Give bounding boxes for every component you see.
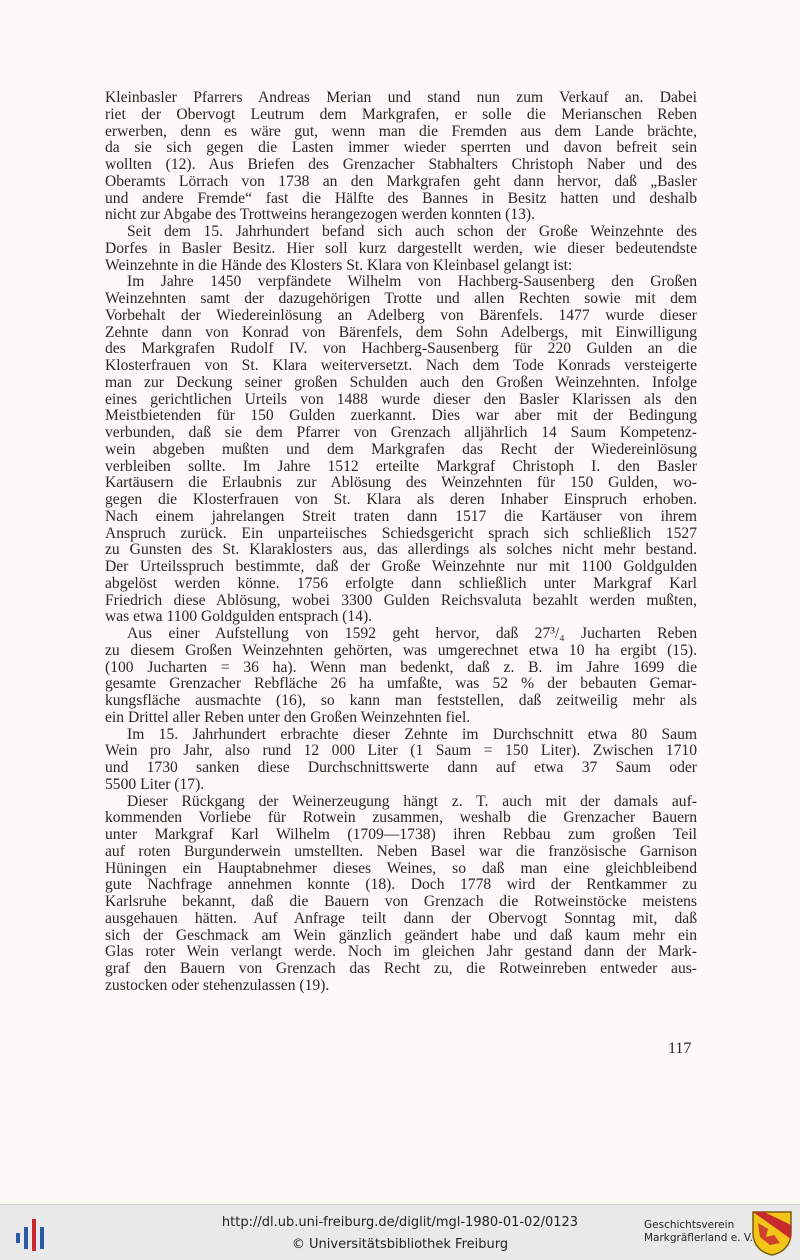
text-line: man zur Deckung seiner großen Schulden auch den Großen Weinzehnten. Infolge	[105, 374, 697, 391]
text-line: verbunden, daß sie dem Pfarrer von Grenzach alljährlich 14 Saum Kompetenz-	[105, 425, 697, 441]
footer-url-link[interactable]: http://dl.ub.uni-freiburg.de/diglit/mgl-1980-01-02/0123	[221, 1215, 579, 1230]
page-number: 117	[668, 1040, 692, 1057]
text-line: Dorfes in Basler Besitz. Hier soll kurz dargestellt werden, wie dieser bedeutendste	[105, 240, 697, 257]
text-line: Zehnte dann von Konrad von Bärenfels, dem Sohn Adelbergs, mit Einwilligung	[105, 324, 697, 341]
text-line: gegen die Klosterfrauen von St. Klara als deren Inhaber Einspruch erhoben.	[105, 492, 697, 508]
text-line: Friedrich diese Ablösung, wobei 3300 Gulden Reichsvaluta bezahlt werden mußten,	[105, 592, 697, 609]
society-crest-icon[interactable]	[750, 1209, 794, 1257]
text-line: Karlsruhe bekannt, daß die Bauern von Grenzach die Rotweinstöcke meistens	[105, 894, 697, 910]
text-line: des Markgrafen Rudolf IV. von Hachberg-Sausenberg für 220 Gulden an die	[105, 341, 697, 358]
text-line: 5500 Liter (17).	[105, 776, 205, 793]
text-line: Seit dem 15. Jahrhundert befand sich auch schon der Große Weinzehnte des	[127, 224, 697, 240]
text-line: kungsfläche ausmachte (16), so kann man feststellen, daß zeitweilig mehr als	[105, 693, 697, 709]
text-line: unter Markgraf Karl Wilhelm (1709—1738) ihren Rebbau zum großen Teil	[105, 827, 697, 843]
text-line: eines gerichtlichen Urteils von 1488 wurde dieser den Basler Klarissen als den	[105, 391, 697, 408]
text-line: ein Drittel aller Reben unter den Großen Weinzehnten fiel.	[105, 709, 471, 726]
text-line: und andere Fremde“ fast die Hälfte des Bannes in Besitz hatten und deshalb	[105, 190, 697, 207]
text-line: erwerben, denn es wäre gut, wenn man die Fremden aus dem Lande brächte,	[105, 123, 697, 140]
text-line: Nach einem jahrelangen Streit traten dann 1517 die Kartäuser von ihrem	[105, 508, 697, 525]
text-line: Der Urteilsspruch bestimmte, daß der Große Weinzehnte nur mit 1100 Goldgulden	[105, 559, 697, 575]
text-line: Kleinbasler Pfarrers Andreas Merian und stand nun zum Verkauf an. Dabei	[105, 90, 697, 106]
text-line: wein abgeben mußten und dem Markgrafen das Recht der Wiedereinlösung	[105, 441, 697, 458]
text-line: Oberamts Lörrach von 1738 an den Markgrafen geht dann hervor, daß „Basler	[105, 173, 697, 190]
text-line: da sie sich gegen die Lasten immer wieder sperrten und davon befreit sein	[105, 140, 697, 157]
text-line: nicht zur Abgabe des Trottweins herangezogen werden konnten (13).	[105, 207, 536, 224]
text-line: abgelöst werden könne. 1756 erfolgte dann schließlich unter Markgraf Karl	[105, 575, 697, 592]
text-line: Meistbietenden für 150 Gulden zuerkannt. Dies war aber mit der Bedingung	[105, 408, 697, 425]
text-line: Im 15. Jahrhundert erbrachte dieser Zehnte im Durchschnitt etwa 80 Saum	[127, 726, 697, 743]
text-line: Weinzehnte in die Hände des Klosters St. Klara von Kleinbasel gelangt ist:	[105, 257, 573, 274]
text-line: Im Jahre 1450 verpfändete Wilhelm von Hachberg-Sausenberg den Großen	[127, 274, 697, 291]
text-line: zustocken oder stehenzulassen (19).	[105, 977, 330, 994]
text-line: graf den Bauern von Grenzach das Recht zu, die Rotweinreben entweder aus-	[105, 961, 697, 977]
text-line: Glas roter Wein verlangt werde. Noch im gleichen Jahr gestand dann der Mark-	[105, 944, 697, 961]
text-line: Dieser Rückgang der Weinerzeugung hängt z. T. auch mit der damals auf-	[127, 793, 697, 810]
text-line: was etwa 1100 Goldgulden entsprach (14).	[105, 609, 373, 626]
text-line: riet der Obervogt Leutrum dem Markgrafen, er solle die Merianschen Reben	[105, 106, 697, 123]
text-line: gute Nachfrage annehmen konnte (18). Doch 1778 wird der Rentkammer zu	[105, 877, 697, 894]
text-line: Kartäusern die Erlaubnis zur Ablösung des Weinzehnten für 150 Gulden, wo-	[105, 475, 697, 492]
society-name-line1: Geschichtsverein	[644, 1219, 735, 1231]
text-line: gesamte Grenzacher Rebfläche 26 ha umfaßte, was 52 % der bebauten Gemar-	[105, 676, 697, 693]
text-line: Klosterfrauen von St. Klara weiterversetzt. Nach dem Tode Konrads versteigerte	[105, 358, 697, 374]
text-line: Aus einer Aufstellung von 1592 geht hervor, daß 27³/₄ Jucharten Reben	[127, 626, 697, 642]
society-name	[644, 1219, 753, 1245]
text-line: ausgehauen hätten. Auf Anfrage teilt dann der Obervogt Sonntag mit, daß	[105, 910, 697, 927]
text-line: Weinzehnten samt der dazugehörigen Trotte und allen Rechten sowie mit dem	[105, 291, 697, 307]
text-line: kommenden Vorliebe für Rotwein zusammen, weshalb die Grenzacher Bauern	[105, 810, 697, 827]
text-line: Anspruch zurück. Ein unparteiisches Schiedsgericht sprach sich schließlich 1527	[105, 525, 697, 542]
text-line: Wein pro Jahr, also rund 12 000 Liter (1 Saum = 150 Liter). Zwischen 1710	[105, 743, 697, 760]
text-line: sich der Geschmack am Wein gänzlich geändert habe und daß kaum mehr ein	[105, 927, 697, 944]
text-line: Vorbehalt der Wiedereinlösung an Adelberg von Bärenfels. 1477 wurde dieser	[105, 307, 697, 324]
society-name-line2: Markgräflerland e. V.	[644, 1232, 754, 1244]
text-line: und 1730 sanken diese Durchschnittswerte dann auf etwa 37 Saum oder	[105, 760, 697, 776]
text-line: verbleiben sollte. Im Jahre 1512 erteilte Markgraf Christoph I. den Basler	[105, 458, 697, 475]
body-text	[105, 90, 697, 995]
text-line: Hüningen ein Hauptabnehmer dieses Weines, so daß man eine gleichbleibend	[105, 860, 697, 877]
text-line: auf roten Burgunderwein umstellten. Neben Basel war die französische Garnison	[105, 843, 697, 860]
footer-copyright: © Universitätsbibliothek Freiburg	[291, 1237, 509, 1252]
viewer-footer	[0, 1204, 800, 1260]
text-line: (100 Jucharten = 36 ha). Wenn man bedenkt, daß z. B. im Jahre 1699 die	[105, 659, 697, 676]
text-line: zu diesem Großen Weinzehnten gehörten, was umgerechnet etwa 10 ha ergibt (15).	[105, 642, 697, 659]
text-line: zu Gunsten des St. Klaraklosters aus, das allerdings als solches nicht mehr bestand.	[105, 542, 697, 559]
text-line: wollten (12). Aus Briefen des Grenzacher Stabhalters Christoph Naber und des	[105, 157, 697, 173]
